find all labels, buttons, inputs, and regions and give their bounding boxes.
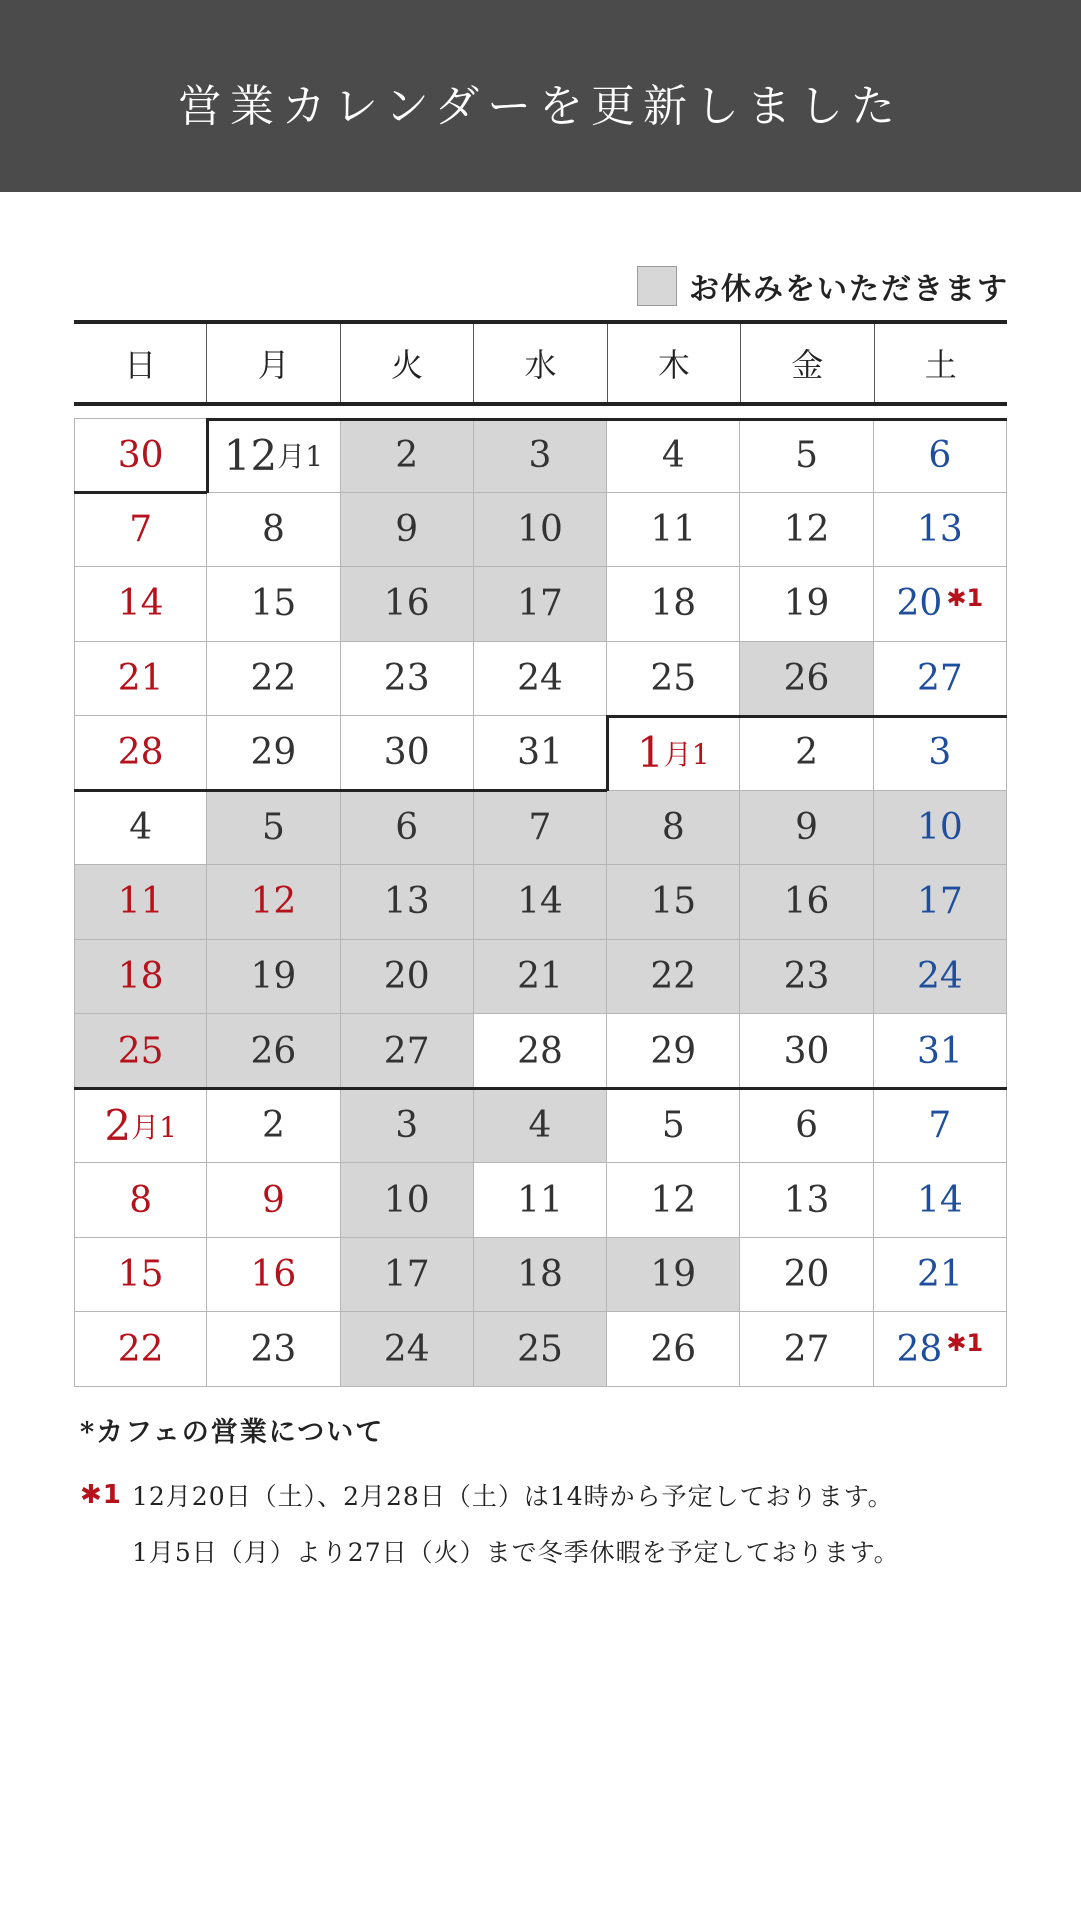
calendar-day-cell: [874, 418, 1007, 493]
legend-swatch: [637, 266, 677, 306]
calendar-day-cell: [474, 1312, 607, 1387]
day-number: 11: [117, 881, 164, 923]
day-number: 14: [517, 881, 563, 923]
day-number: 8: [261, 508, 285, 550]
calendar-day-cell: [341, 1014, 474, 1089]
day-number: 12: [783, 508, 830, 550]
day-number: 31: [517, 732, 563, 774]
calendar-day-cell: [874, 1089, 1007, 1164]
calendar-day-cell: [207, 418, 340, 493]
day-number: 9: [261, 1179, 285, 1221]
day-number: 5: [261, 806, 285, 848]
day-number: 31: [916, 1030, 963, 1072]
calendar-day-cell: [474, 940, 607, 1015]
calendar-day-cell: [474, 1089, 607, 1164]
note-text-2: 1月5日（月）より27日（火）まで冬季休暇を予定しております。: [132, 1538, 900, 1567]
day-number: 27: [783, 1328, 830, 1370]
day-number: 15: [650, 881, 697, 923]
day-number: 19: [783, 583, 830, 625]
calendar-day-cell: [74, 1089, 207, 1164]
day-number: 24: [916, 956, 963, 998]
calendar-day-cell: [874, 1312, 1007, 1387]
day-number: 19: [250, 956, 297, 998]
calendar-day-cell: [74, 1312, 207, 1387]
calendar-day-cell: [607, 865, 740, 940]
month-boundary-line: [207, 418, 1007, 421]
calendar-day-cell: [207, 716, 340, 791]
day-number: 25: [517, 1328, 563, 1370]
day-number: 6: [395, 806, 419, 848]
day-number: 7: [528, 806, 552, 848]
calendar-day-cell: [607, 940, 740, 1015]
day-number: 23: [383, 657, 430, 699]
calendar-day-cell: [607, 493, 740, 568]
day-number: 6: [928, 434, 952, 476]
calendar-day-cell: [207, 791, 340, 866]
month-boundary-line: [74, 491, 207, 494]
day-number: 18: [117, 956, 164, 998]
day-number: 22: [250, 657, 297, 699]
calendar-day-cell: [740, 1014, 873, 1089]
calendar-day-cell: [74, 865, 207, 940]
calendar-day-cell: [474, 865, 607, 940]
day-number: 2: [795, 732, 819, 774]
calendar-day-cell: [207, 567, 340, 642]
notes-title: *カフェの営業について: [80, 1417, 385, 1448]
calendar-day-cell: [474, 567, 607, 642]
day-number: 8: [661, 806, 685, 848]
calendar-day-cell: [341, 1163, 474, 1238]
calendar-day-cell: [740, 1238, 873, 1313]
calendar-day-cell: [474, 1014, 607, 1089]
calendar-day-cell: [341, 940, 474, 1015]
day-number: 30: [783, 1030, 830, 1072]
calendar-day-cell: [874, 791, 1007, 866]
day-number: 17: [383, 1254, 430, 1296]
header-banner: [0, 0, 1081, 192]
note-line-2: [80, 1523, 1010, 1579]
day-number: 28: [896, 1328, 943, 1370]
calendar-day-cell: [474, 1163, 607, 1238]
calendar-day-cell: [607, 567, 740, 642]
day-number: 4: [129, 806, 153, 848]
day-number: 2: [395, 434, 419, 476]
calendar-day-cell: [474, 493, 607, 568]
day-number: 11: [650, 508, 697, 550]
day-number: 26: [650, 1328, 697, 1370]
calendar-day-cell: [740, 865, 873, 940]
calendar-day-cell: [874, 567, 1007, 642]
calendar-day-cell: [207, 865, 340, 940]
day-number: 15: [250, 583, 297, 625]
day-number: 3: [395, 1105, 419, 1147]
calendar-day-cell: [207, 1312, 340, 1387]
calendar-day-cell: [341, 791, 474, 866]
calendar-day-cell: [740, 1163, 873, 1238]
calendar-day-cell: [474, 791, 607, 866]
calendar-day-cell: [874, 865, 1007, 940]
day-number: 10: [383, 1179, 430, 1221]
day-number: 20: [383, 956, 430, 998]
weekday-thu: 木: [607, 324, 740, 402]
calendar-day-cell: [74, 1238, 207, 1313]
day-number: 12: [250, 881, 297, 923]
page-title: 営業カレンダーを更新しました: [177, 81, 904, 132]
day-number: 13: [383, 881, 430, 923]
month-boundary-line: [74, 789, 607, 792]
month-boundary-line: [606, 715, 609, 791]
calendar-day-cell: [74, 418, 207, 493]
day-number: 27: [916, 657, 963, 699]
day-number: 1: [637, 728, 664, 778]
calendar-day-cell: [740, 940, 873, 1015]
day-number: 25: [117, 1030, 164, 1072]
calendar-day-cell: [874, 1238, 1007, 1313]
calendar-day-cell: [740, 418, 873, 493]
month-label: 月1: [277, 440, 324, 474]
day-number: 5: [795, 434, 819, 476]
calendar-day-cell: [341, 865, 474, 940]
calendar-day-cell: [607, 642, 740, 717]
calendar-day-cell: [207, 1089, 340, 1164]
day-number: 18: [650, 583, 697, 625]
calendar-day-cell: [207, 493, 340, 568]
day-number: 6: [795, 1105, 819, 1147]
footnote-marker: ✱1: [946, 583, 984, 612]
day-number: 28: [117, 732, 164, 774]
weekday-wed: 水: [473, 324, 606, 402]
day-number: 22: [650, 956, 697, 998]
day-number: 22: [117, 1328, 164, 1370]
calendar-day-cell: [607, 716, 740, 791]
calendar-day-cell: [341, 1312, 474, 1387]
day-number: 26: [783, 657, 830, 699]
calendar-day-cell: [607, 1238, 740, 1313]
calendar-day-cell: [207, 1014, 340, 1089]
day-number: 21: [117, 657, 164, 699]
day-number: 20: [783, 1254, 830, 1296]
month-boundary-line: [74, 1087, 1007, 1090]
day-number: 17: [916, 881, 963, 923]
calendar-day-cell: [74, 1163, 207, 1238]
calendar-day-cell: [341, 1089, 474, 1164]
day-number: 30: [383, 732, 430, 774]
calendar-day-cell: [607, 791, 740, 866]
calendar-day-cell: [474, 642, 607, 717]
calendar-day-cell: [740, 716, 873, 791]
day-number: 25: [650, 657, 697, 699]
day-number: 14: [117, 583, 164, 625]
calendar-day-cell: [740, 493, 873, 568]
day-number: 18: [517, 1254, 563, 1296]
calendar-day-cell: [474, 1238, 607, 1313]
day-number: 15: [117, 1254, 164, 1296]
note-line-1: [80, 1467, 1010, 1523]
day-number: 17: [517, 583, 563, 625]
day-number: 3: [928, 732, 952, 774]
day-number: 26: [250, 1030, 297, 1072]
weekday-mon: 月: [206, 324, 339, 402]
weekday-fri: 金: [740, 324, 873, 402]
day-number: 20: [896, 583, 943, 625]
day-number: 5: [661, 1105, 685, 1147]
day-number: 7: [129, 508, 153, 550]
day-number: 27: [383, 1030, 430, 1072]
weekday-header: [74, 320, 1007, 406]
calendar-day-cell: [474, 418, 607, 493]
day-number: 23: [250, 1328, 297, 1370]
calendar-day-cell: [74, 716, 207, 791]
day-number: 4: [528, 1105, 552, 1147]
day-number: 4: [661, 434, 685, 476]
month-boundary-line: [206, 418, 209, 493]
weekday-tue: 火: [340, 324, 473, 402]
month-label: 月1: [663, 737, 710, 771]
calendar-day-cell: [740, 1089, 873, 1164]
calendar-day-cell: [607, 1312, 740, 1387]
calendar-day-cell: [74, 567, 207, 642]
calendar-day-cell: [341, 418, 474, 493]
day-number: 30: [117, 434, 164, 476]
day-number: 21: [517, 956, 563, 998]
day-number: 28: [517, 1030, 563, 1072]
day-number: 23: [783, 956, 830, 998]
calendar-day-cell: [874, 642, 1007, 717]
day-number: 16: [383, 583, 430, 625]
calendar-day-cell: [607, 1163, 740, 1238]
legend-label: お休みをいただきます: [689, 272, 1009, 307]
calendar-day-cell: [341, 1238, 474, 1313]
footnote-marker: ✱1: [946, 1329, 984, 1358]
calendar-day-cell: [74, 1014, 207, 1089]
day-number: 16: [783, 881, 830, 923]
calendar-day-cell: [74, 493, 207, 568]
day-number: 24: [517, 657, 563, 699]
note-asterisk-icon: ✱1: [80, 1480, 122, 1510]
day-number: 13: [916, 508, 963, 550]
calendar-day-cell: [207, 1238, 340, 1313]
calendar-day-cell: [874, 716, 1007, 791]
note-text-1: 12月20日（土）、2月28日（土）は14時から予定しております。: [132, 1482, 894, 1511]
day-number: 14: [916, 1179, 963, 1221]
day-number: 29: [650, 1030, 697, 1072]
day-number: 9: [795, 806, 819, 848]
day-number: 19: [650, 1254, 697, 1296]
calendar-day-cell: [74, 642, 207, 717]
month-label: 月1: [131, 1110, 177, 1144]
calendar-day-cell: [341, 642, 474, 717]
day-number: 9: [395, 508, 419, 550]
calendar-day-cell: [341, 567, 474, 642]
day-number: 24: [383, 1328, 430, 1370]
legend: [637, 264, 1009, 308]
day-number: 3: [528, 434, 552, 476]
calendar-day-cell: [607, 1014, 740, 1089]
weekday-sat: 土: [874, 324, 1007, 402]
day-number: 11: [517, 1179, 563, 1221]
month-boundary-line: [607, 715, 1007, 718]
weekday-sun: 日: [124, 346, 157, 384]
calendar-day-cell: [607, 1089, 740, 1164]
day-number: 12: [223, 430, 278, 480]
calendar-day-cell: [874, 940, 1007, 1015]
calendar-day-cell: [740, 1312, 873, 1387]
calendar-grid: [74, 418, 1007, 1387]
calendar-day-cell: [874, 493, 1007, 568]
day-number: 2: [261, 1105, 285, 1147]
day-number: 12: [650, 1179, 697, 1221]
day-number: 10: [517, 508, 563, 550]
calendar-day-cell: [341, 716, 474, 791]
calendar-day-cell: [74, 791, 207, 866]
day-number: 10: [916, 806, 963, 848]
calendar-day-cell: [207, 642, 340, 717]
day-number: 21: [916, 1254, 963, 1296]
calendar-day-cell: [207, 1163, 340, 1238]
day-number: 16: [250, 1254, 297, 1296]
calendar-day-cell: [740, 567, 873, 642]
calendar-day-cell: [607, 418, 740, 493]
calendar-day-cell: [474, 716, 607, 791]
calendar-day-cell: [740, 791, 873, 866]
day-number: 7: [928, 1105, 952, 1147]
calendar-day-cell: [874, 1014, 1007, 1089]
day-number: 2: [104, 1101, 132, 1151]
notes-section: [80, 1410, 1010, 1579]
calendar-day-cell: [207, 940, 340, 1015]
calendar-day-cell: [341, 493, 474, 568]
calendar-day-cell: [74, 940, 207, 1015]
calendar-day-cell: [740, 642, 873, 717]
day-number: 8: [129, 1179, 153, 1221]
day-number: 29: [250, 732, 297, 774]
calendar-day-cell: [874, 1163, 1007, 1238]
day-number: 13: [783, 1179, 830, 1221]
